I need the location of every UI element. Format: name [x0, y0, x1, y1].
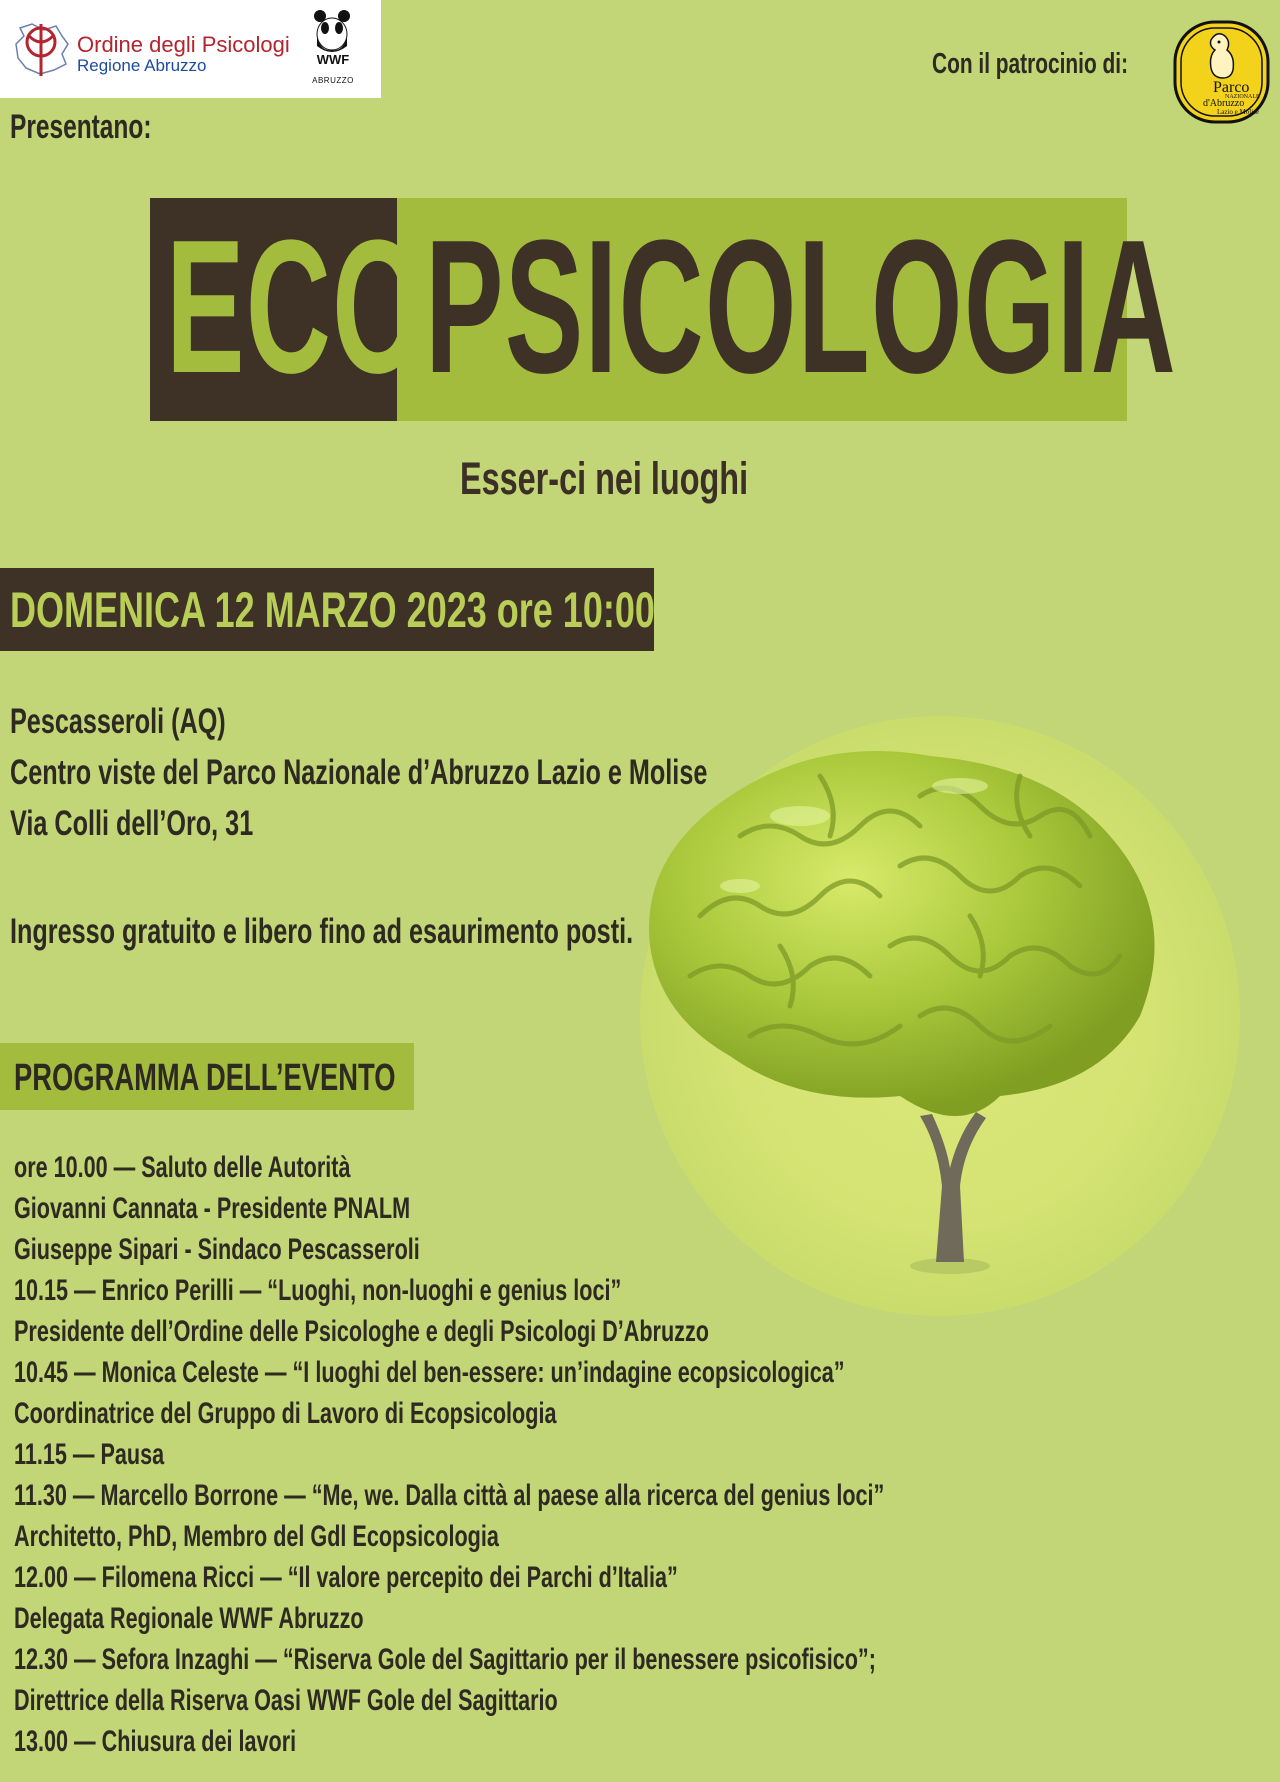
wwf-panda-icon: [312, 8, 352, 52]
date-bar: [0, 568, 654, 651]
program-item: Giovanni Cannata - Presidente PNALM: [14, 1192, 411, 1225]
parco-nazionale-logo-icon: [1173, 20, 1270, 124]
program-item: 11.30 — Marcello Borrone — “Me, we. Dalla città al paese alla ricerca del genius loci”: [14, 1479, 885, 1512]
svg-text:Parco: Parco: [1213, 79, 1250, 96]
program-item: 13.00 — Chiusura dei lavori: [14, 1725, 297, 1758]
program-item: Giuseppe Sipari - Sindaco Pescasseroli: [14, 1233, 420, 1266]
svg-text:Lazio e Molise: Lazio e Molise: [1217, 108, 1259, 116]
program-item: 12.30 — Sefora Inzaghi — “Riserva Gole del Sagittario per il benessere psicofisico”;: [14, 1643, 876, 1676]
program-item: Direttrice della Riserva Oasi WWF Gole del Sagittario: [14, 1684, 558, 1717]
wwf-label: WWF: [316, 52, 350, 67]
program-item: 12.00 — Filomena Ricci — “Il valore percepito dei Parchi d’Italia”: [14, 1561, 678, 1594]
svg-text:d'Abruzzo: d'Abruzzo: [1203, 98, 1245, 109]
program-item: Delegata Regionale WWF Abruzzo: [14, 1602, 364, 1635]
address-city: Pescasseroli (AQ): [10, 702, 226, 741]
program-item: Presidente dell’Ordine delle Psicologhe e degli Psicologi D’Abruzzo: [14, 1315, 709, 1348]
ordine-psicologi-logo-icon: [10, 14, 72, 80]
program-item: 10.45 — Monica Celeste — “I luoghi del ben-essere: un’indagine ecopsicologica”: [14, 1356, 845, 1389]
entry-info: Ingresso gratuito e libero fino ad esaurimento posti.: [10, 912, 634, 951]
program-item: Architetto, PhD, Membro del Gdl Ecopsicologia: [14, 1520, 499, 1553]
title-block: [150, 198, 1177, 421]
odp-region: Regione Abruzzo: [77, 56, 207, 75]
page-title: [166, 201, 1280, 413]
patrocinio-label: Con il patrocinio di:: [932, 48, 1129, 80]
event-date: DOMENICA 12 MARZO 2023 ore 10:00: [10, 582, 655, 638]
presentano-label: Presentano:: [10, 108, 152, 146]
program-item: 11.15 — Pausa: [14, 1438, 165, 1471]
address-venue: Centro viste del Parco Nazionale d’Abruzzo Lazio e Molise: [10, 753, 708, 792]
program-heading: PROGRAMMA DELL’EVENTO: [14, 1057, 396, 1099]
wwf-region: ABRUZZO: [312, 76, 354, 85]
subtitle: Esser-ci nei luoghi: [460, 453, 749, 504]
title-eco: ECO: [166, 201, 425, 413]
program-heading-bar: [0, 1043, 414, 1110]
svg-text:NAZIONALE: NAZIONALE: [1225, 94, 1260, 100]
logo-box: [0, 0, 381, 98]
program-item: ore 10.00 — Saluto delle Autorità: [14, 1151, 351, 1184]
odp-name: Ordine degli Psicologi: [77, 32, 290, 57]
address-street: Via Colli dell’Oro, 31: [10, 804, 254, 843]
program-list: [14, 1147, 1214, 1762]
program-item: 10.15 — Enrico Perilli — “Luoghi, non-luoghi e genius loci”: [14, 1274, 622, 1307]
program-item: Coordinatrice del Gruppo di Lavoro di Ecopsicologia: [14, 1397, 557, 1430]
title-psicologia: PSICOLOGIA: [424, 201, 1177, 413]
